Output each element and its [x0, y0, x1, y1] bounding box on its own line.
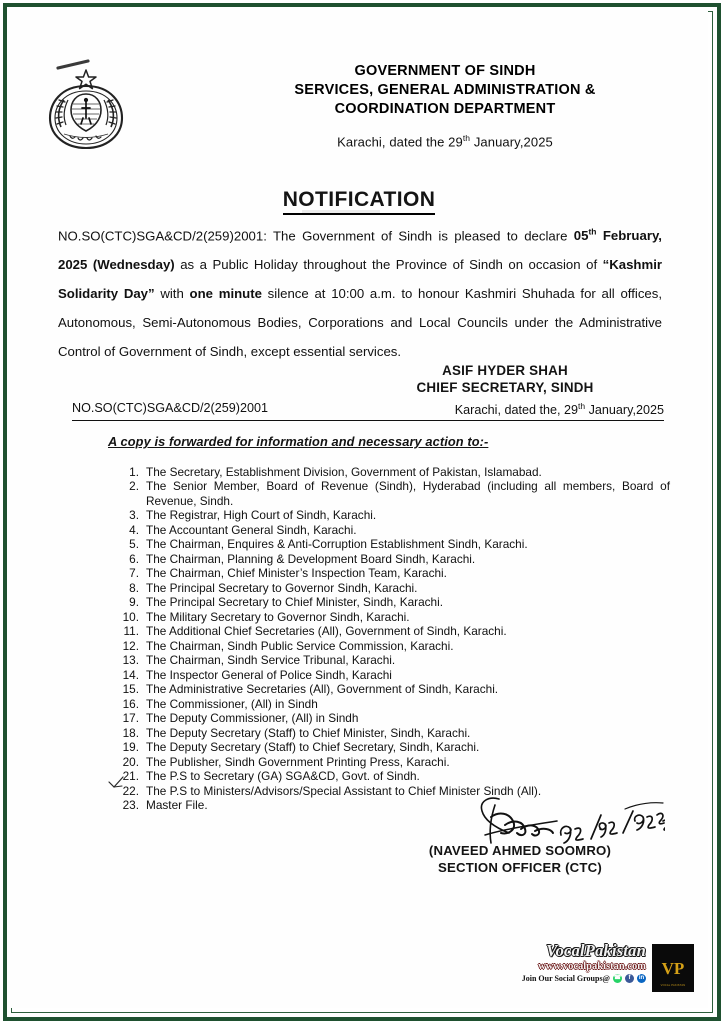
body-text-1: The Government of Sindh is pleased to declare	[266, 228, 574, 244]
list-item-number: 14.	[122, 667, 139, 682]
watermark-logo-badge	[652, 944, 694, 992]
list-item-number: 7.	[129, 566, 139, 581]
linkedin-icon[interactable]: in	[638, 975, 645, 981]
silence-duration: one minute	[189, 286, 262, 302]
list-item-text: The Commissioner, (All) in Sindh	[146, 696, 318, 711]
list-item-number: 20.	[122, 754, 139, 769]
list-item	[118, 465, 670, 479]
list-item	[118, 769, 670, 783]
reference-date-prefix: Karachi, dated the, 29	[454, 403, 579, 418]
list-item	[118, 479, 670, 508]
section-officer-signature-block	[370, 842, 670, 876]
list-item	[118, 668, 670, 682]
list-item	[118, 624, 670, 638]
list-item-text: The Deputy Commissioner, (All) in Sindh	[146, 711, 359, 726]
list-item-number: 5.	[129, 537, 139, 552]
list-item	[118, 595, 670, 609]
header-title-block	[210, 62, 680, 149]
header-date-prefix: Karachi, dated the 29	[337, 134, 463, 150]
notification-body	[58, 218, 662, 366]
list-item-text: The Deputy Secretary (Staff) to Chief Secretary, Sindh, Karachi.	[146, 740, 480, 755]
holiday-date-rest: February, 2025 (Wednesday)	[58, 228, 662, 273]
chief-secretary-signature-block	[340, 362, 670, 396]
list-item-text: The Secretary, Establishment Division, Government of Pakistan, Islamabad.	[146, 465, 542, 479]
copy-forwarded-list	[118, 465, 670, 812]
chief-secretary-designation: CHIEF SECRETARY, SINDH	[416, 380, 594, 395]
holiday-date-ordinal: th	[588, 227, 597, 237]
document-page	[10, 10, 708, 1008]
watermark-social-label: Join Our Social Groups@	[521, 974, 610, 983]
section-officer-designation: SECTION OFFICER (CTC)	[438, 860, 602, 875]
list-item-number: 15.	[122, 682, 139, 697]
list-item-text: The Chairman, Enquires & Anti-Corruption Establishment Sindh, Karachi.	[146, 537, 528, 552]
list-item	[118, 711, 670, 725]
gov-title-line-2: SERVICES, GENERAL ADMINISTRATION &	[294, 82, 596, 98]
list-item	[118, 726, 670, 740]
watermark-url: www.vocalpakistan.com	[538, 961, 646, 972]
reference-place-date	[455, 401, 664, 417]
list-item-number: 16.	[122, 696, 139, 711]
list-item-number: 23.	[122, 798, 139, 812]
body-text-4: silence at 10:00 a.m. to honour Kashmiri Shuhada for all offices, Autonomous, Semi-Autonomous Bodies, Corporations and Local Councils under the Administrative Control of Government of Sindh, except essential services.	[58, 286, 663, 360]
watermark-social-row	[512, 974, 646, 983]
list-item-number: 4.	[129, 522, 139, 537]
list-item	[118, 508, 670, 522]
list-item	[118, 566, 670, 580]
list-item-text: The Deputy Secretary (Staff) to Chief Minister, Sindh, Karachi.	[146, 725, 471, 740]
list-item-number: 17.	[122, 711, 139, 726]
list-item-number: 8.	[129, 580, 139, 595]
reference-date-suffix: January,2025	[585, 403, 664, 418]
list-item	[118, 784, 670, 798]
forwarded-note: A copy is forwarded for information and necessary action to:-	[108, 434, 489, 449]
watermark-brand: VocalPakistan	[546, 941, 646, 960]
list-item-text: The Chairman, Sindh Public Service Commission, Karachi.	[146, 638, 454, 653]
list-item-number: 1.	[129, 465, 139, 479]
list-item-text: The Registrar, High Court of Sindh, Karachi.	[146, 508, 377, 523]
whatsapp-icon[interactable]: ☎	[613, 975, 622, 981]
list-item	[118, 552, 670, 566]
list-item	[118, 740, 670, 754]
gov-title-line-3: COORDINATION DEPARTMENT	[334, 101, 556, 117]
document-header	[10, 50, 708, 170]
list-item-number: 2.	[129, 479, 139, 494]
list-item-text: The Chairman, Planning & Development Board Sindh, Karachi.	[146, 551, 476, 566]
list-item	[118, 523, 670, 537]
list-item-text: The Inspector General of Police Sindh, Karachi	[146, 667, 392, 682]
list-item-number: 11.	[123, 624, 139, 639]
reference-number: NO.SO(CTC)SGA&CD/2(259)2001	[72, 401, 268, 415]
list-item	[118, 653, 670, 667]
list-item	[118, 581, 670, 595]
list-item-text: The Principal Secretary to Governor Sindh, Karachi.	[146, 580, 418, 595]
header-date-ordinal: th	[462, 133, 471, 143]
list-item	[118, 610, 670, 624]
list-item-text: The Additional Chief Secretaries (All), Government of Sindh, Karachi.	[146, 624, 507, 639]
section-officer-name: (NAVEED AHMED SOOMRO)	[428, 843, 612, 858]
chief-secretary-name: ASIF HYDER SHAH	[442, 363, 568, 378]
list-item-text: The Publisher, Sindh Government Printing Press, Karachi.	[146, 754, 450, 769]
list-item-text: The Chairman, Sindh Service Tribunal, Karachi.	[146, 653, 396, 668]
list-item-number: 12.	[122, 638, 139, 653]
list-item-number: 3.	[129, 508, 139, 523]
watermark-logo-text: VP	[661, 958, 685, 978]
list-item	[118, 798, 670, 812]
header-date	[210, 133, 680, 149]
body-ref-number: NO.SO(CTC)SGA&CD/2(259)2001:	[58, 228, 267, 244]
list-item-text: The Senior Member, Board of Revenue (Sindh), Hyderabad (including all members, Board of Revenue, Sindh.	[146, 479, 670, 508]
list-item	[118, 639, 670, 653]
gov-title-line-1: GOVERNMENT OF SINDH	[354, 63, 536, 79]
list-item-number: 22.	[122, 783, 139, 798]
watermark-text-block	[512, 942, 646, 983]
list-item-text: The Accountant General Sindh, Karachi.	[146, 522, 357, 537]
reference-date-ordinal: th	[578, 401, 586, 411]
list-item-number: 13.	[122, 653, 139, 668]
list-item	[118, 537, 670, 551]
list-item	[118, 682, 670, 696]
list-item-number: 18.	[122, 725, 139, 740]
list-item	[118, 697, 670, 711]
body-text-3: with	[154, 286, 190, 302]
body-text-2: as a Public Holiday throughout the Province of Sindh on occasion of	[174, 257, 603, 273]
header-date-suffix: January,2025	[470, 134, 553, 150]
list-item-number: 19.	[122, 740, 139, 755]
list-item-text: The Administrative Secretaries (All), Government of Sindh, Karachi.	[146, 682, 499, 697]
reference-line	[72, 401, 664, 421]
government-of-sindh-emblem-icon	[44, 56, 128, 152]
list-item-text: The P.S to Ministers/Advisors/Special Assistant to Chief Minister Sindh (All).	[146, 783, 542, 798]
list-item-number: 10.	[122, 609, 139, 624]
list-item-text: The Military Secretary to Governor Sindh, Karachi.	[146, 609, 410, 624]
watermark-logo-subtext: VOCAL PAKISTAN	[660, 984, 686, 987]
occasion-name: “Kashmir Solidarity Day”	[58, 257, 662, 302]
list-item-number: 6.	[129, 551, 139, 566]
list-item-text: The Principal Secretary to Chief Minister, Sindh, Karachi.	[146, 595, 444, 610]
holiday-date-day: 05	[573, 228, 589, 244]
vocalpakistan-watermark	[510, 942, 694, 998]
list-item-number: 9.	[129, 595, 139, 610]
list-item-text: The Chairman, Chief Minister’s Inspection Team, Karachi.	[146, 566, 447, 581]
notification-title-text: NOTIFICATION	[283, 188, 436, 215]
list-item	[118, 755, 670, 769]
list-item-text: Master File.	[146, 798, 208, 812]
facebook-icon[interactable]: f	[625, 974, 634, 983]
list-item-number: 21.	[122, 769, 139, 784]
list-item-text: The P.S to Secretary (GA) SGA&CD, Govt. of Sindh.	[146, 769, 420, 784]
notification-title	[10, 188, 708, 215]
